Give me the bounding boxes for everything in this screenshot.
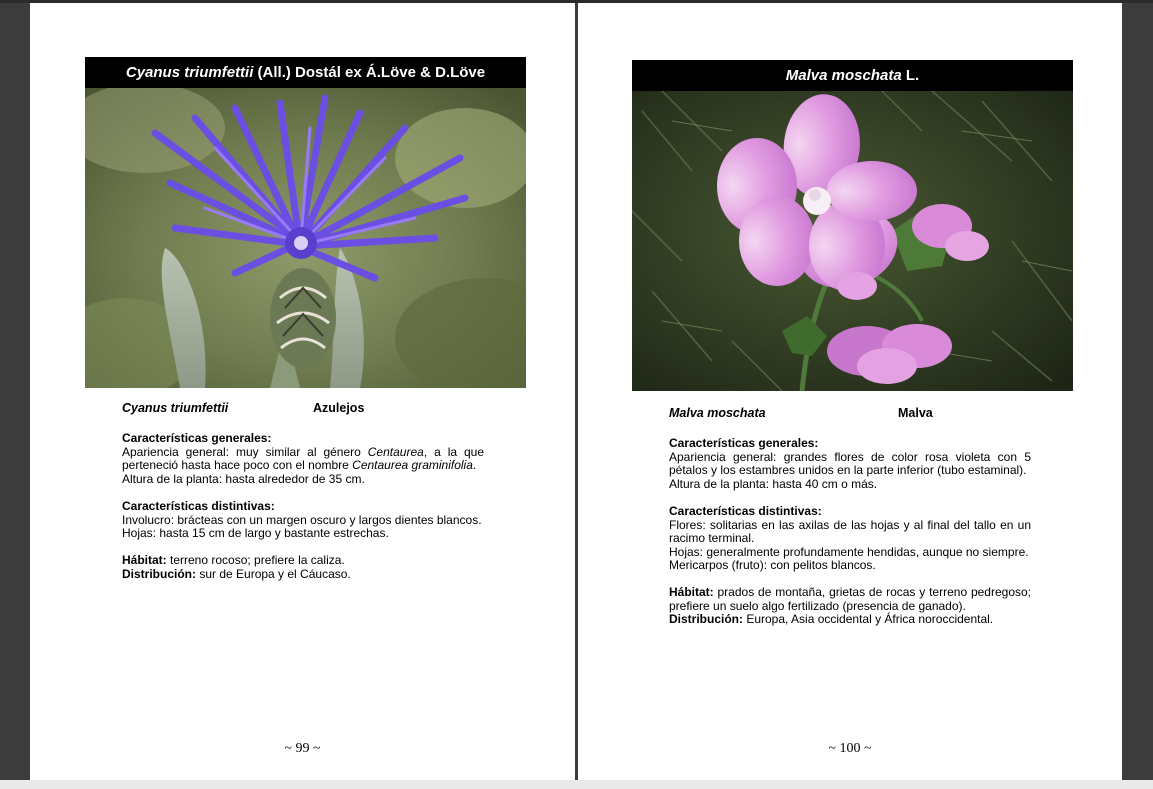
page-number: ~ 99 ~ — [284, 741, 321, 756]
habitat-label: Hábitat: — [122, 553, 167, 567]
synonym-name: Centaurea graminifolia — [352, 458, 473, 472]
scientific-name: Cyanus triumfettii — [122, 401, 229, 415]
title-scientific-name: Malva moschata — [785, 67, 902, 84]
viewer-right-margin — [1122, 3, 1153, 780]
plant-height-text: Altura de la planta: hasta alrededor de 35 cm. — [122, 471, 365, 486]
plant-height-text: Altura de la planta: hasta 40 cm o más. — [669, 476, 878, 491]
common-name: Azulejos — [313, 401, 365, 415]
leaves-text: Hojas: generalmente profundamente hendidas, aunque no siempre. — [669, 544, 1029, 559]
habitat-text: Hábitat: prados de montaña, grietas de rocas y terreno pedregoso; prefiere un suelo algo fertilizado (presencia de ganado). — [669, 585, 1031, 613]
species-title-bar — [632, 60, 1073, 91]
distinctive-characteristics-heading: Características distintivas: — [122, 499, 275, 513]
title-author: (All.) Dostál ex Á.Löve & D.Löve — [253, 64, 486, 81]
species-description — [122, 402, 484, 581]
distribution-label: Distribución: — [122, 566, 196, 581]
page-number: ~ 100 ~ — [828, 741, 872, 756]
habitat-text: Hábitat: terreno rocoso; prefiere la caliza. — [122, 553, 345, 567]
distribution-label: Distribución: — [669, 612, 743, 626]
mallow-photo — [632, 91, 1073, 391]
title-author: L. — [901, 67, 920, 84]
habitat-label: Hábitat: — [669, 585, 714, 599]
general-characteristics-heading: Características generales: — [669, 436, 819, 450]
leaves-text: Hojas: hasta 15 cm de largo y bastante estrechas. — [122, 526, 389, 540]
involucre-text: Involucro: brácteas con un margen oscuro y largos dientes blancos. — [122, 512, 482, 527]
species-heading — [122, 402, 484, 418]
flowers-text: Flores: solitarias en las axilas de las hojas y al final del tallo en un racimo terminal. — [669, 517, 1031, 545]
title-scientific-name: Cyanus triumfettii — [125, 64, 254, 81]
species-heading — [669, 407, 1031, 423]
cornflower-photo — [85, 88, 526, 388]
species-title-bar — [85, 57, 526, 88]
scientific-name: Malva moschata — [669, 406, 766, 420]
page-99 — [30, 3, 575, 780]
general-appearance-text: Apariencia general: muy similar al género Centaurea, a la que perteneció hasta hace poco con el nombre Centaurea graminifolia. — [122, 444, 485, 472]
general-appearance-text: Apariencia general: grandes flores de color rosa violeta con 5 pétalos y los estambres unidos en la parte inferior (tubo estaminal). — [669, 449, 1031, 477]
distribution-text: Distribución: Europa, Asia occidental y África noroccidental. — [669, 612, 994, 626]
genus-name: Centaurea — [367, 444, 424, 459]
viewer-bottom-edge — [0, 780, 1153, 789]
common-name: Malva — [898, 406, 933, 420]
general-characteristics-heading: Características generales: — [122, 431, 272, 445]
page-100 — [578, 3, 1122, 780]
distinctive-characteristics-heading: Características distintivas: — [669, 504, 822, 518]
mericarps-text: Mericarpos (fruto): con pelitos blancos. — [669, 558, 876, 572]
species-description — [669, 407, 1031, 627]
distribution-text: Distribución: sur de Europa y el Cáucaso. — [122, 566, 351, 581]
